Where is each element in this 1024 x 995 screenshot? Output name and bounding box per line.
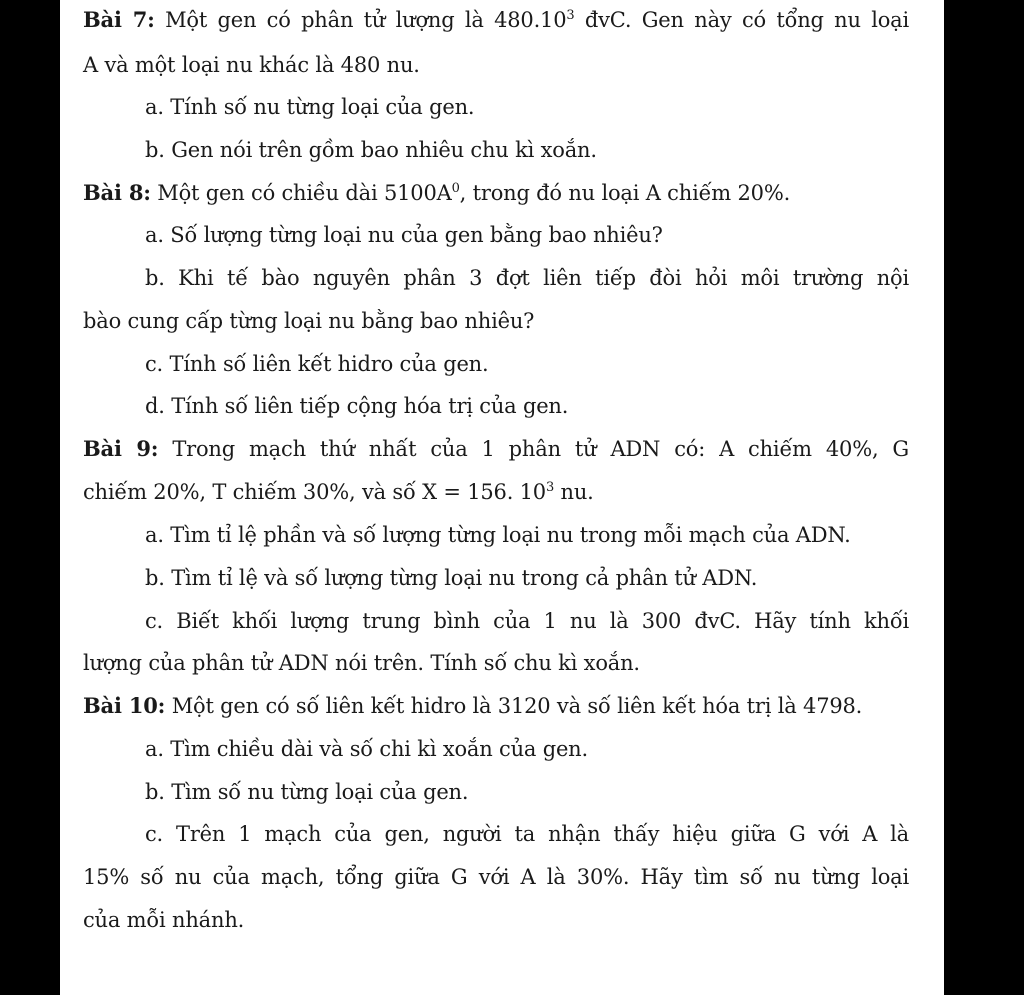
bai-9-heading: Bài 9: Trong mạch thứ nhất của 1 phân tử ADN có: A chiếm 40%, G bbox=[83, 436, 909, 461]
bai-9-item-a: a. Tìm tỉ lệ phần và số lượng từng loại nu trong mỗi mạch của ADN. bbox=[145, 523, 851, 547]
bai-7-item-b: b. Gen nói trên gồm bao nhiêu chu kì xoắn. bbox=[145, 138, 597, 162]
bai-10-item-b: b. Tìm số nu từng loại của gen. bbox=[145, 780, 469, 804]
bai-7-label: Bài 7: bbox=[83, 7, 155, 32]
bai-10-label: Bài 10: bbox=[83, 693, 166, 718]
bai-9-item-c-cont: lượng của phân tử ADN nói trên. Tính số chu kì xoắn. bbox=[83, 651, 640, 675]
bai-10-item-c-cont-2: của mỗi nhánh. bbox=[83, 908, 245, 932]
bai-10-item-c-cont: 15% số nu của mạch, tổng giữa G với A là 30%. Hãy tìm số nu từng loại bbox=[83, 865, 909, 889]
bai-9-line-2: chiếm 20%, T chiếm 30%, và số X = 156. $10^3$ nu. bbox=[83, 480, 594, 504]
bai-7-heading: Bài 7: Một gen có phân tử lượng là 480.10$^3$ đvC. Gen này có tổng nu loại bbox=[83, 7, 910, 32]
bai-8-item-b: b. Khi tế bào nguyên phân 3 đợt liên tiếp đòi hỏi môi trường nội bbox=[145, 266, 909, 290]
bai-8-item-c: c. Tính số liên kết hidro của gen. bbox=[145, 352, 489, 376]
bai-8-heading: Bài 8: Một gen có chiều dài $5100A^0$, trong đó nu loại A chiếm 20%. bbox=[83, 180, 791, 205]
bai-10-item-c: c. Trên 1 mạch của gen, người ta nhận thấy hiệu giữa G với A là bbox=[145, 822, 909, 846]
bai-10-item-a: a. Tìm chiều dài và số chi kì xoắn của gen. bbox=[145, 737, 588, 761]
bai-8-item-d: d. Tính số liên tiếp cộng hóa trị của gen. bbox=[145, 394, 569, 418]
bai-8-item-b-cont: bào cung cấp từng loại nu bằng bao nhiêu? bbox=[83, 309, 535, 333]
bai-7-item-a: a. Tính số nu từng loại của gen. bbox=[145, 95, 475, 119]
bai-8-label: Bài 8: bbox=[83, 180, 151, 205]
bai-9-item-b: b. Tìm tỉ lệ và số lượng từng loại nu trong cả phân tử ADN. bbox=[145, 566, 758, 590]
bai-10-heading: Bài 10: Một gen có số liên kết hidro là 3120 và số liên kết hóa trị là 4798. bbox=[83, 693, 863, 718]
bai-7-line-2: A và một loại nu khác là 480 nu. bbox=[83, 53, 420, 77]
bai-8-item-a: a. Số lượng từng loại nu của gen bằng bao nhiêu? bbox=[145, 223, 663, 247]
document-page bbox=[60, 0, 944, 995]
bai-9-item-c: c. Biết khối lượng trung bình của 1 nu là 300 đvC. Hãy tính khối bbox=[145, 609, 909, 633]
bai-9-label: Bài 9: bbox=[83, 436, 159, 461]
